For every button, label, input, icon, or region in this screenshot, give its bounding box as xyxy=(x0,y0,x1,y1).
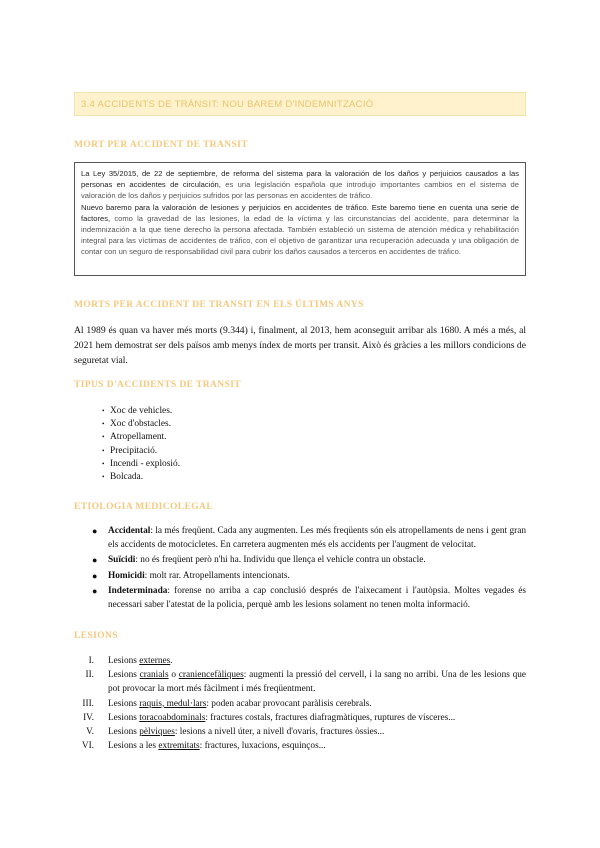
roman-numeral: IV. xyxy=(83,712,94,723)
lesion-post: : fractures, luxacions, esquinços... xyxy=(199,741,326,752)
law-paragraph-2 xyxy=(81,202,519,258)
lesion-term: extremitats xyxy=(158,741,200,752)
lesion-term: toracoabdominals xyxy=(139,712,206,723)
lesion-pre: Lesions a les xyxy=(108,741,159,752)
lesion-mid: o xyxy=(168,670,179,681)
law-p1-rest: es una legislación española que introdujo importantes cambios en el sistema de valoración de los daños y perjuicios sufridos por las personas en accidentes de tráfico. xyxy=(81,180,519,201)
lesion-pre: Lesions xyxy=(108,727,140,738)
lesion-term: cranials xyxy=(139,670,169,681)
heading-morts-anys: MORTS PER ACCIDENT DE TRANSIT EN ELS ÚLTIMS ANYS xyxy=(74,300,364,310)
list-item xyxy=(74,697,526,711)
heading-tipus: TIPUS D'ACCIDENTS DE TRANSIT xyxy=(74,380,242,390)
section-title-box xyxy=(74,92,526,116)
law-p2-lead: Nuevo baremo para la valoración de lesiones y perjuicios en accidentes de tráfico. Este baremo tiene en cuenta una serie de factores, xyxy=(81,202,519,223)
list-item: • Incendi - explosió. xyxy=(102,458,180,471)
list-item xyxy=(74,725,526,739)
list-item: • Xoc de vehicles. xyxy=(102,405,180,418)
law-p1-lead: La Ley 35/2015, de 22 de septiembre, de reforma del sistema para la valoración de los daños y perjuicios causados a las personas en accidentes de circulación, xyxy=(81,169,519,190)
lesion-pre: Lesions xyxy=(108,698,140,709)
etio-text: : la més freqüent. Cada any augmenten. Les més freqüents són els atropellaments de nens i gent gran els accidents de motocicletes. En carretera augmenten més els accidents per l'augment de velocitat. xyxy=(108,526,526,551)
list-item: • Xoc d'obstacles. xyxy=(102,418,180,431)
lesion-pre: Lesions xyxy=(108,712,140,723)
law-p2-rest: como la gravedad de las lesiones, la edad de la víctima y las circunstancias del accidente, para determinar la indemnización a la que tiene derecho la persona afectada. También estableció un sistema de atención médica y rehabilitación integral para las víctimas de accidentes de tráfico, con el objetivo de garantizar una recuperación adecuada y una obligación de contar con un seguro de responsabilidad civil para cubrir los daños causados a terceros en accidentes de tráfico. xyxy=(81,213,519,257)
etio-term: Homicidi xyxy=(108,570,145,581)
lesion-term-2: craniencefàliques xyxy=(178,670,244,681)
law-summary-box xyxy=(74,162,526,276)
list-item xyxy=(74,739,526,753)
etio-term: Suïcidi xyxy=(108,555,136,566)
list-item xyxy=(92,553,526,567)
etio-term: Indeterminada xyxy=(108,585,168,596)
etio-term: Accidental xyxy=(108,526,151,536)
lesion-term: externes xyxy=(139,656,171,666)
lesion-term: raquis, medul·lars xyxy=(139,698,207,709)
roman-numeral: VI. xyxy=(81,741,94,752)
lesion-pre: Lesions xyxy=(108,670,140,681)
bullet-icon: ● xyxy=(92,570,98,581)
lesion-post: . xyxy=(170,656,173,666)
law-paragraph-1 xyxy=(81,168,519,202)
lesion-post: : fractures costals, fractures diafragmàtiques, ruptures de vísceres... xyxy=(205,712,456,723)
heading-etiologia: ETIOLOGIA MEDICOLEGAL xyxy=(74,502,214,512)
list-item xyxy=(74,654,526,668)
list-item xyxy=(92,524,526,552)
list-item xyxy=(92,584,526,612)
roman-numeral: II. xyxy=(85,670,94,681)
list-item xyxy=(74,711,526,725)
list-item xyxy=(92,569,526,583)
bullet-icon: ● xyxy=(92,526,98,536)
lesion-post: : augmenti la pressió del cervell, i la sang no arribi. Una de les lesions que pot provocar la mort més fàcilment i més freqüentment. xyxy=(108,670,527,695)
roman-numeral: III. xyxy=(82,698,94,709)
etiologia-list xyxy=(92,524,526,613)
tipus-list xyxy=(102,405,180,484)
list-item: • Bolcada. xyxy=(102,471,180,484)
lesions-list xyxy=(74,654,526,753)
lesion-post: : poden acabar provocant paràlisis cerebrals. xyxy=(206,698,372,709)
bullet-icon: ● xyxy=(92,555,98,566)
etio-text: : molt rar. Atropellaments intencionats. xyxy=(144,570,290,581)
morts-anys-text: Al 1989 és quan va haver més morts (9.344) i, finalment, al 2013, hem aconseguit arribar als 1680. A més a més, al 2021 hem demostrat ser dels països amb menys índex de morts per transit. Això és gràcies a les millors condicions de seguretat vial. xyxy=(74,325,526,366)
list-item xyxy=(74,668,526,696)
list-item: • Atropellament. xyxy=(102,431,180,444)
lesion-post: : lesions a nivell úter, a nivell d'ovaris, fractures òssies... xyxy=(174,727,385,738)
list-item: • Precipitació. xyxy=(102,445,180,458)
etio-text: : no és freqüent però n'hi ha. Individu que llença el vehicle contra un obstacle. xyxy=(135,555,426,566)
lesion-term: pèlviques xyxy=(139,727,175,738)
section-title: 3.4 ACCIDENTS DE TRÀNSIT: NOU BAREM D'INDEMNITZACIÓ xyxy=(81,99,374,110)
heading-lesions: LESIONS xyxy=(74,631,118,641)
lesion-pre: Lesions xyxy=(108,656,140,666)
bullet-icon: ● xyxy=(92,585,98,596)
roman-numeral: I. xyxy=(88,656,94,666)
roman-numeral: V. xyxy=(86,727,94,738)
heading-mort-accident: MORT PER ACCIDENT DE TRANSIT xyxy=(74,140,248,150)
etio-text: : forense no arriba a cap conclusió després de l'aixecament i l'autòpsia. Moltes vegades és necessari saber l'atestat de la policia, perquè amb les lesions solament no tenen molta informació. xyxy=(108,585,526,611)
